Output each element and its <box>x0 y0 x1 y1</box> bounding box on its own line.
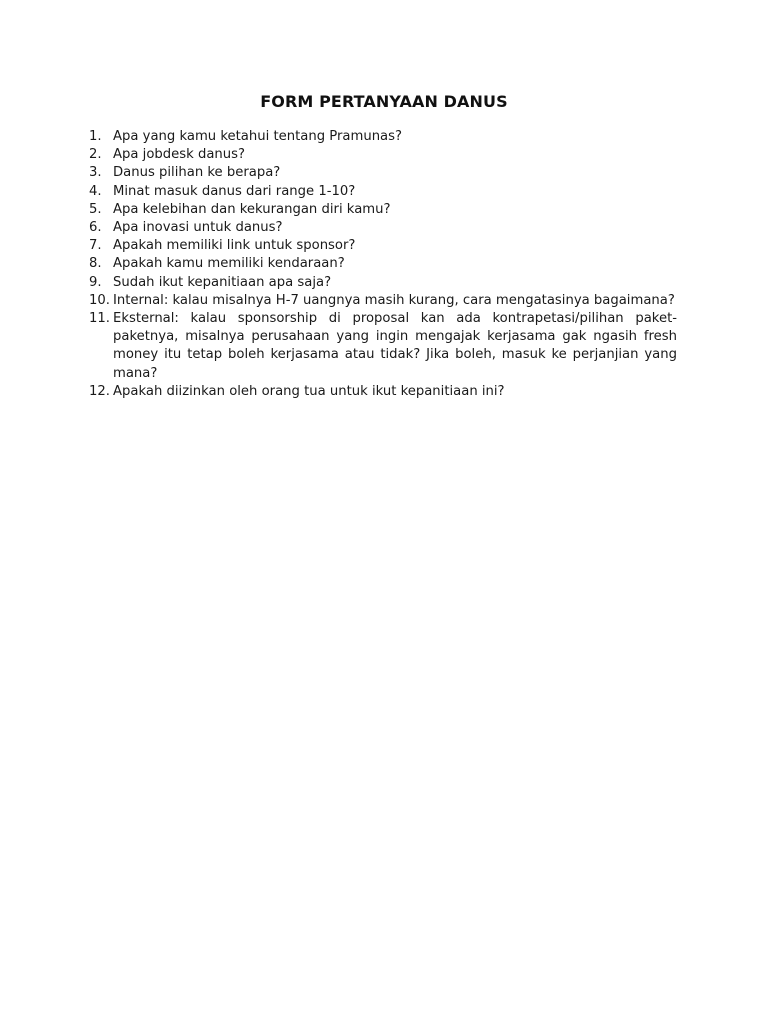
question-text: Apa yang kamu ketahui tentang Pramunas? <box>113 129 403 144</box>
question-item <box>89 292 677 310</box>
question-number: 6. <box>89 220 102 236</box>
question-number: 9. <box>89 274 102 290</box>
question-item <box>89 183 677 201</box>
document-title: FORM PERTANYAAN DANUS <box>260 92 508 111</box>
question-text: Minat masuk danus dari range 1-10? <box>113 183 356 199</box>
question-number: 4. <box>89 183 102 199</box>
question-text: Apa inovasi untuk danus? <box>113 220 283 236</box>
question-item <box>89 310 677 383</box>
question-text: Apakah memiliki link untuk sponsor? <box>113 238 356 254</box>
question-text: Internal: kalau misalnya H-7 uangnya masih kurang, cara mengatasinya bagaimana? <box>113 292 675 308</box>
question-number: 10. <box>89 292 110 308</box>
question-number: 2. <box>89 147 102 163</box>
question-number: 3. <box>89 165 102 181</box>
question-number: 8. <box>89 256 102 272</box>
question-number: 11. <box>89 311 110 327</box>
question-text: Sudah ikut kepanitiaan apa saja? <box>113 274 332 290</box>
question-item <box>89 274 677 292</box>
question-list <box>89 128 677 401</box>
question-number: 5. <box>89 201 102 217</box>
question-number: 1. <box>89 129 102 144</box>
question-text: Apa jobdesk danus? <box>113 147 245 163</box>
question-item <box>89 201 677 219</box>
question-text: Eksternal: kalau sponsorship di proposal kan ada kontrapetasi/pilihan paket-paketnya, misalnya perusahaan yang ingin mengajak kerjasama gak ngasih fresh money itu tetap boleh kerjasama atau tidak? Jika boleh, masuk ke perjanjian yang mana? <box>113 311 677 381</box>
question-item <box>89 219 677 237</box>
question-item <box>89 383 677 401</box>
question-item <box>89 255 677 273</box>
question-item <box>89 164 677 182</box>
question-item <box>89 128 677 146</box>
question-item <box>89 146 677 164</box>
question-number: 7. <box>89 238 102 254</box>
question-number: 12. <box>89 383 110 399</box>
question-text: Danus pilihan ke berapa? <box>113 165 281 181</box>
question-text: Apa kelebihan dan kekurangan diri kamu? <box>113 201 391 217</box>
question-text: Apakah diizinkan oleh orang tua untuk ikut kepanitiaan ini? <box>113 383 505 399</box>
question-item <box>89 237 677 255</box>
question-text: Apakah kamu memiliki kendaraan? <box>113 256 345 272</box>
